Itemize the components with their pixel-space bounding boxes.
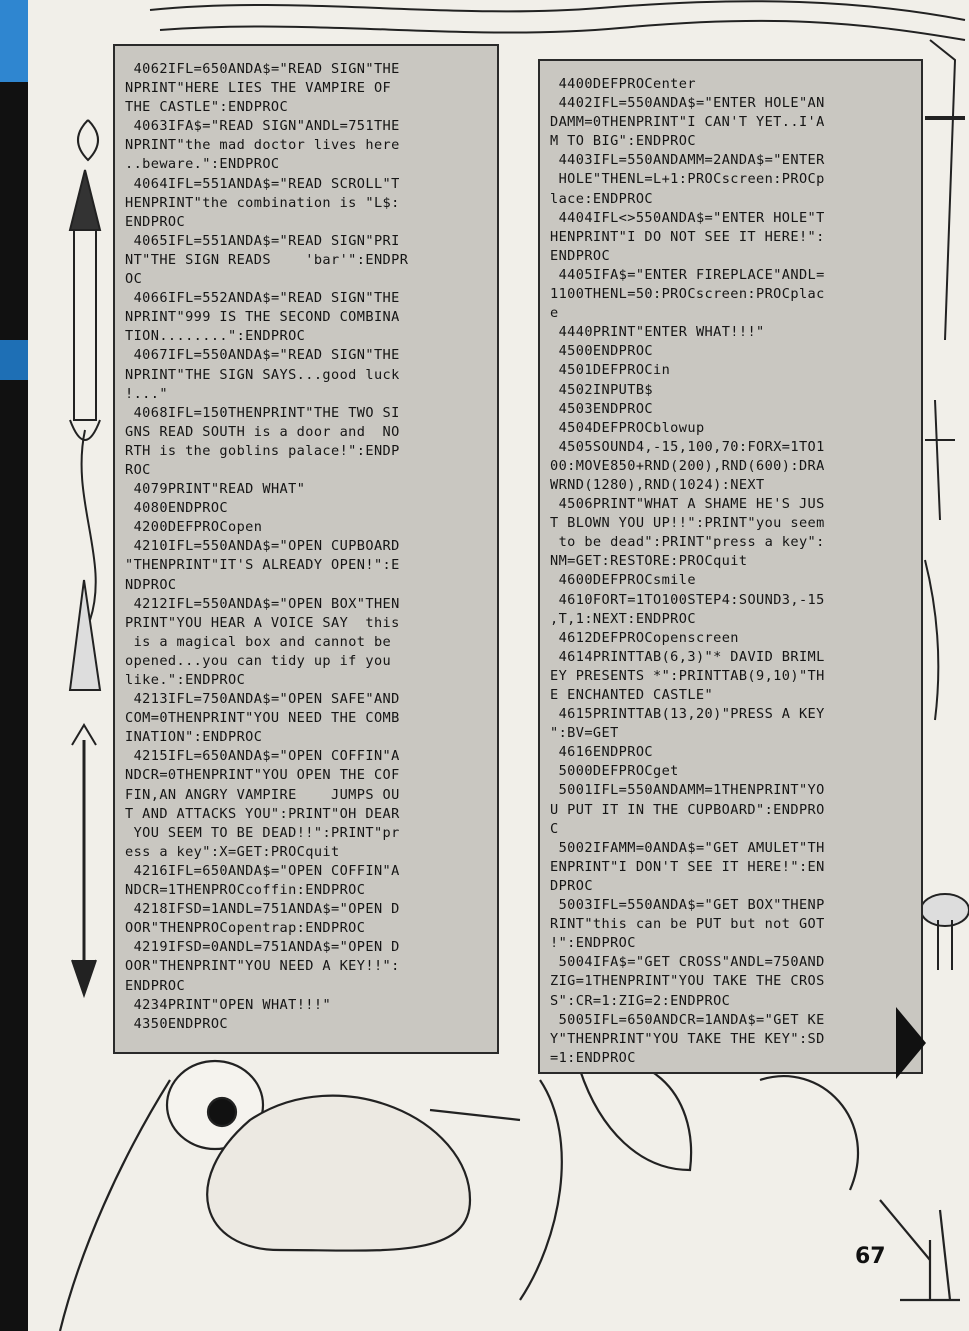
- flower-doodle: [78, 120, 98, 160]
- arrow-head: [72, 960, 96, 995]
- code-line: 4404IFL<>550ANDA$="ENTER HOLE"T: [550, 209, 825, 226]
- fairy-body: [520, 1080, 562, 1300]
- mushroom-stem: [938, 920, 952, 970]
- code-line: 4200DEFPROCopen: [125, 519, 263, 536]
- code-line: 4213IFL=750ANDA$="OPEN SAFE"AND: [125, 691, 400, 708]
- code-line: 4068IFL=150THENPRINT"THE TWO SI: [125, 404, 400, 421]
- code-line: 4505SOUND4,-15,100,70:FORX=1TO1: [550, 438, 825, 455]
- code-line: ess a key":X=GET:PROCquit: [125, 843, 340, 860]
- code-line: S":CR=1:ZIG=2:ENDPROC: [550, 992, 731, 1009]
- code-line: RTH is the goblins palace!":ENDP: [125, 442, 400, 459]
- code-line: 4063IFA$="READ SIGN"ANDL=751THE: [125, 118, 400, 135]
- code-line: C: [550, 820, 559, 837]
- code-line: ENDPROC: [125, 213, 186, 230]
- top-branch-line: [160, 21, 965, 40]
- code-line: OOR"THENPRINT"YOU NEED A KEY!!":: [125, 958, 400, 975]
- code-line: NPRINT"999 IS THE SECOND COMBINA: [125, 309, 400, 326]
- code-line: WRND(1280),RND(1024):NEXT: [550, 476, 765, 493]
- code-line: ":BV=GET: [550, 725, 619, 742]
- code-line: OOR"THENPROCopentrap:ENDPROC: [125, 920, 366, 937]
- sparkle-doodle: [900, 1240, 960, 1300]
- code-line: to be dead":PRINT"press a key":: [550, 534, 825, 551]
- code-line: 4350ENDPROC: [125, 1015, 229, 1032]
- code-line: NPRINT"HERE LIES THE VAMPIRE OF: [125, 80, 392, 97]
- code-line: 4405IFA$="ENTER FIREPLACE"ANDL=: [550, 266, 825, 283]
- code-line: PRINT"YOU HEAR A VOICE SAY this: [125, 614, 400, 631]
- code-line: GNS READ SOUTH is a door and NO: [125, 423, 400, 440]
- code-line: 4079PRINT"READ WHAT": [125, 481, 306, 498]
- top-branch-line: [150, 1, 965, 20]
- code-line: 4501DEFPROCin: [550, 362, 671, 379]
- code-line: 4440PRINT"ENTER WHAT!!!": [550, 324, 765, 341]
- fairy-legs: [880, 1200, 950, 1300]
- code-line: 5003IFL=550ANDA$="GET BOX"THENP: [550, 897, 825, 914]
- fairy-wing: [580, 1061, 691, 1170]
- code-line: 4610FORT=1TO100STEP4:SOUND3,-15: [550, 591, 825, 608]
- code-line: E ENCHANTED CASTLE": [550, 687, 714, 703]
- code-line: ROC: [125, 461, 151, 478]
- code-line: 4402IFL=550ANDA$="ENTER HOLE"AN: [550, 95, 825, 112]
- code-line: 4066IFL=552ANDA$="READ SIGN"THE: [125, 290, 400, 307]
- code-line: M TO BIG":ENDPROC: [550, 133, 696, 150]
- code-line: HENPRINT"the combination is "L$:: [125, 194, 400, 211]
- left-doodles: [70, 120, 100, 995]
- code-listing-right: [538, 59, 923, 1074]
- code-line: lace:ENDPROC: [550, 190, 654, 207]
- code-line: HOLE"THENL=L+1:PROCscreen:PROCp: [550, 171, 825, 188]
- code-line: ..beware.":ENDPROC: [125, 156, 280, 173]
- code-line: 4504DEFPROCblowup: [550, 419, 705, 436]
- fairy-wand: [430, 1110, 520, 1120]
- code-line: =1:ENDPROC: [550, 1049, 636, 1066]
- code-line: opened...you can tidy up if you: [125, 652, 392, 669]
- code-line: ZIG=1THENPRINT"YOU TAKE THE CROS: [550, 973, 825, 990]
- code-line: 4212IFL=550ANDA$="OPEN BOX"THEN: [125, 595, 400, 612]
- goblin-pupil: [208, 1098, 236, 1126]
- code-line: 4502INPUTB$: [550, 381, 654, 398]
- code-line: NPRINT"the mad doctor lives here: [125, 137, 400, 154]
- tower-roof: [70, 170, 100, 230]
- code-line: like.":ENDPROC: [125, 672, 246, 688]
- code-line: Y"THENPRINT"YOU TAKE THE KEY":SD: [550, 1030, 825, 1047]
- code-line: !...": [125, 385, 168, 402]
- code-line: 4614PRINTTAB(6,3)"* DAVID BRIML: [550, 648, 825, 665]
- code-line: 4503ENDPROC: [550, 400, 654, 417]
- code-line: NDCR=0THENPRINT"YOU OPEN THE COF: [125, 767, 400, 784]
- code-line: T AND ATTACKS YOU":PRINT"OH DEAR: [125, 805, 400, 822]
- code-line: 5001IFL=550ANDAMM=1THENPRINT"YO: [550, 782, 825, 799]
- code-listing-left: [113, 44, 499, 1054]
- code-line: NM=GET:RESTORE:PROCquit: [550, 553, 748, 570]
- continue-arrow-icon: [896, 1007, 926, 1079]
- fairy-wing-right: [760, 1076, 858, 1190]
- code-line: TION........":ENDPROC: [125, 328, 306, 345]
- code-line: 4218IFSD=1ANDL=751ANDA$="OPEN D: [125, 901, 400, 918]
- code-line: 4600DEFPROCsmile: [550, 572, 696, 589]
- code-line: 4216IFL=650ANDA$="OPEN COFFIN"A: [125, 862, 400, 879]
- code-line: 4067IFL=550ANDA$="READ SIGN"THE: [125, 347, 400, 364]
- code-line: 5000DEFPROCget: [550, 763, 679, 780]
- code-line: 4215IFL=650ANDA$="OPEN COFFIN"A: [125, 748, 400, 765]
- code-line: 5002IFAMM=0ANDA$="GET AMULET"TH: [550, 839, 825, 856]
- code-line: RINT"this can be PUT but not GOT: [550, 916, 825, 933]
- foxglove-stem: [925, 560, 938, 720]
- sword-blade: [930, 40, 955, 340]
- code-line: INATION":ENDPROC: [125, 729, 263, 746]
- tree-doodle: [925, 400, 955, 520]
- code-line: ENPRINT"I DON'T SEE IT HERE!":EN: [550, 858, 825, 875]
- code-line: THE CASTLE":ENDPROC: [125, 99, 289, 116]
- code-line: ENDPROC: [550, 247, 611, 264]
- code-line: 4219IFSD=0ANDL=751ANDA$="OPEN D: [125, 939, 400, 956]
- code-line: 5004IFA$="GET CROSS"ANDL=750AND: [550, 954, 825, 971]
- code-line: ENDPROC: [125, 977, 186, 994]
- code-line: e: [550, 305, 559, 322]
- code-line: is a magical box and cannot be: [125, 633, 392, 650]
- code-line: YOU SEEM TO BE DEAD!!":PRINT"pr: [125, 824, 400, 841]
- code-line: HENPRINT"I DO NOT SEE IT HERE!":: [550, 228, 825, 245]
- code-line: 4080ENDPROC: [125, 500, 229, 517]
- code-line: 4616ENDPROC: [550, 744, 654, 761]
- code-line: 4064IFL=551ANDA$="READ SCROLL"T: [125, 175, 400, 192]
- code-line: DPROC: [550, 877, 593, 894]
- code-line: "THENPRINT"IT'S ALREADY OPEN!":E: [125, 557, 400, 574]
- code-line: NDPROC: [125, 576, 177, 593]
- code-line: 4612DEFPROCopenscreen: [550, 629, 739, 646]
- code-line: U PUT IT IN THE CUPBOARD":ENDPRO: [550, 801, 825, 818]
- code-line: 4234PRINT"OPEN WHAT!!!": [125, 996, 332, 1013]
- code-line: 4062IFL=650ANDA$="READ SIGN"THE: [125, 61, 400, 77]
- goblin-outline: [60, 1080, 170, 1331]
- code-line: OC: [125, 271, 143, 288]
- code-line: 4500ENDPROC: [550, 343, 654, 360]
- code-line: 4065IFL=551ANDA$="READ SIGN"PRI: [125, 232, 400, 249]
- code-line: ,T,1:NEXT:ENDPROC: [550, 610, 696, 627]
- code-line: 4615PRINTTAB(13,20)"PRESS A KEY: [550, 706, 825, 723]
- code-line: 5005IFL=650ANDCR=1ANDA$="GET KE: [550, 1011, 825, 1028]
- code-line: 00:MOVE850+RND(200),RND(600):DRA: [550, 457, 825, 474]
- code-line: EY PRESENTS *":PRINTTAB(9,10)"TH: [550, 667, 825, 684]
- code-line: 4400DEFPROCenter: [550, 76, 696, 92]
- code-line: 4403IFL=550ANDAMM=2ANDA$="ENTER: [550, 152, 825, 169]
- code-line: !":ENDPROC: [550, 935, 636, 952]
- tower-body: [74, 230, 96, 420]
- code-line: COM=0THENPRINT"YOU NEED THE COMB: [125, 710, 400, 727]
- bottom-scene: [60, 1061, 960, 1331]
- code-line: NDCR=1THENPROCcoffin:ENDPROC: [125, 882, 366, 899]
- page-number: 67: [855, 1244, 886, 1269]
- code-line: T BLOWN YOU UP!!":PRINT"you seem: [550, 515, 825, 532]
- mushroom-cap: [921, 894, 969, 926]
- code-line: FIN,AN ANGRY VAMPIRE JUMPS OU: [125, 786, 400, 803]
- code-line: 1100THENL=50:PROCscreen:PROCplac: [550, 286, 825, 303]
- code-line: 4506PRINT"WHAT A SHAME HE'S JUS: [550, 496, 825, 513]
- code-line: 4210IFL=550ANDA$="OPEN CUPBOARD: [125, 538, 400, 555]
- right-doodles: [921, 400, 969, 970]
- code-line: NT"THE SIGN READS 'bar'":ENDPR: [125, 251, 409, 268]
- code-line: DAMM=0THENPRINT"I CAN'T YET..I'A: [550, 114, 825, 131]
- code-line: NPRINT"THE SIGN SAYS...good luck: [125, 366, 400, 383]
